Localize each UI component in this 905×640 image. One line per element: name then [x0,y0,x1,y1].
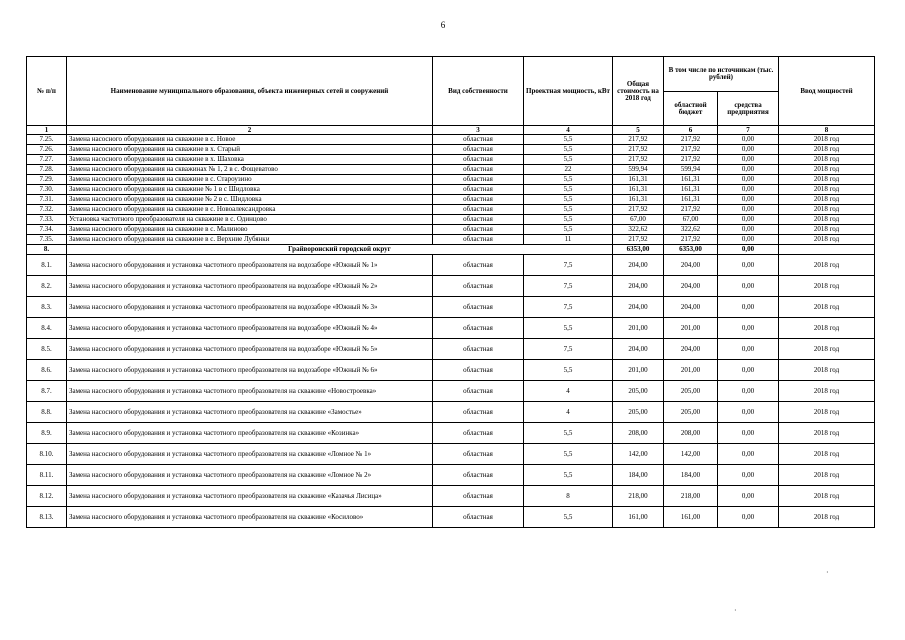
enterprise-funds-value: 0,00 [718,297,779,318]
commissioning-year: 2018 год [779,205,875,215]
table-row [27,145,875,155]
commissioning-year: 2018 год [779,135,875,145]
regional-budget-value: 161,31 [664,195,718,205]
ownership-type: областная [433,465,524,486]
page-number: 6 [440,20,446,30]
row-number: 7.29. [27,175,67,185]
object-name: Замена насосного оборудования на скважине № 1 в с Шидловка [67,185,433,195]
enterprise-funds-value: 0,00 [718,318,779,339]
row-number: 7.31. [27,195,67,205]
commissioning-year: 2018 год [779,276,875,297]
regional-budget-value: 217,92 [664,235,718,245]
ownership-type: областная [433,145,524,155]
row-number: 8.12. [27,486,67,507]
table-row [27,339,875,360]
capacity-value: 5,5 [524,155,613,165]
empty-cell [779,245,875,255]
ownership-type: областная [433,205,524,215]
object-name: Замена насосного оборудования на скважине в с. Новоалександровка [67,205,433,215]
ownership-type: областная [433,255,524,276]
row-number: 8.8. [27,402,67,423]
object-name: Замена насосного оборудования и установка частотного преобразователя на скважине «Казачья Лисица» [67,486,433,507]
total-cost-value: 6353,00 [613,245,664,255]
column-number: 1 [27,126,67,135]
commissioning-year: 2018 год [779,486,875,507]
enterprise-funds-value: 0,00 [718,360,779,381]
enterprise-funds-value: 0,00 [718,276,779,297]
regional-budget-value: 218,00 [664,486,718,507]
object-name: Замена насосного оборудования на скважине в х. Старый [67,145,433,155]
enterprise-funds-value: 0,00 [718,215,779,225]
row-number: 7.28. [27,165,67,175]
total-cost-value: 201,00 [613,318,664,339]
scan-speck: · [734,606,737,615]
regional-budget-value: 161,00 [664,507,718,528]
capacity-value: 5,5 [524,195,613,205]
enterprise-funds-value: 0,00 [718,507,779,528]
total-cost-value: 67,00 [613,215,664,225]
capacity-value: 5,5 [524,444,613,465]
total-cost-value: 161,31 [613,185,664,195]
table-row [27,255,875,276]
table-row [27,276,875,297]
regional-budget-value: 204,00 [664,255,718,276]
header-total-cost: Общая стоимость на 2018 год [613,57,664,126]
capacity-value: 7,5 [524,339,613,360]
column-number: 3 [433,126,524,135]
table-row [27,444,875,465]
table-row [27,135,875,145]
enterprise-funds-value: 0,00 [718,165,779,175]
regional-budget-value: 161,31 [664,185,718,195]
regional-budget-value: 204,00 [664,276,718,297]
regional-budget-value: 6353,00 [664,245,718,255]
row-number: 8.4. [27,318,67,339]
capacity-value: 7,5 [524,255,613,276]
total-cost-value: 205,00 [613,402,664,423]
table-row [27,423,875,444]
table-row [27,507,875,528]
ownership-type: областная [433,235,524,245]
ownership-type: областная [433,175,524,185]
column-numbers-row [27,126,875,135]
scan-speck: · [826,568,829,577]
column-number: 5 [613,126,664,135]
regional-budget-value: 201,00 [664,360,718,381]
table-row [27,297,875,318]
object-name: Замена насосного оборудования и установка частотного преобразователя на водозаборе «Южный № 3» [67,297,433,318]
column-number: 8 [779,126,875,135]
column-number: 6 [664,126,718,135]
capacity-value: 5,5 [524,175,613,185]
commissioning-year: 2018 год [779,402,875,423]
capacity-value: 5,5 [524,205,613,215]
table-row [27,165,875,175]
capacity-value: 4 [524,402,613,423]
commissioning-year: 2018 год [779,155,875,165]
total-cost-value: 204,00 [613,255,664,276]
header-num: № п/п [27,57,67,126]
enterprise-funds-value: 0,00 [718,205,779,215]
object-name: Замена насосного оборудования и установка частотного преобразователя на скважине «Косилово» [67,507,433,528]
capacity-value: 5,5 [524,360,613,381]
commissioning-year: 2018 год [779,145,875,155]
regional-budget-value: 204,00 [664,339,718,360]
header-enterprise-funds: средства предприятия [718,92,779,126]
ownership-type: областная [433,507,524,528]
object-name: Замена насосного оборудования и установка частотного преобразователя на водозаборе «Южный № 5» [67,339,433,360]
enterprise-funds-value: 0,00 [718,402,779,423]
enterprise-funds-value: 0,00 [718,444,779,465]
total-cost-value: 217,92 [613,235,664,245]
commissioning-year: 2018 год [779,175,875,185]
object-name: Установка частотного преобразователя на скважине в с. Одинцово [67,215,433,225]
capacity-value: 5,5 [524,145,613,155]
total-cost-value: 161,31 [613,195,664,205]
row-number: 8.2. [27,276,67,297]
commissioning-year: 2018 год [779,297,875,318]
ownership-type: областная [433,225,524,235]
header-commissioning: Ввод мощностей [779,57,875,126]
table-row [27,360,875,381]
enterprise-funds-value: 0,00 [718,145,779,155]
row-number: 8.10. [27,444,67,465]
commissioning-year: 2018 год [779,165,875,175]
ownership-type: областная [433,381,524,402]
regional-budget-value: 217,92 [664,135,718,145]
enterprise-funds-value: 0,00 [718,185,779,195]
total-cost-value: 217,92 [613,135,664,145]
table-row [27,175,875,185]
capacity-value: 5,5 [524,507,613,528]
ownership-type: областная [433,318,524,339]
regional-budget-value: 322,62 [664,225,718,235]
ownership-type: областная [433,402,524,423]
header-row-1 [27,57,875,92]
regional-budget-value: 217,92 [664,145,718,155]
column-number: 7 [718,126,779,135]
table-row [27,235,875,245]
ownership-type: областная [433,360,524,381]
total-cost-value: 217,92 [613,155,664,165]
capacity-value: 22 [524,165,613,175]
table-row [27,225,875,235]
table-row [27,465,875,486]
enterprise-funds-value: 0,00 [718,381,779,402]
commissioning-year: 2018 год [779,235,875,245]
object-name: Замена насосного оборудования и установка частотного преобразователя на скважине «Козинка» [67,423,433,444]
enterprise-funds-value: 0,00 [718,423,779,444]
total-cost-value: 208,00 [613,423,664,444]
ownership-type: областная [433,486,524,507]
commissioning-year: 2018 год [779,318,875,339]
total-cost-value: 184,00 [613,465,664,486]
ownership-type: областная [433,444,524,465]
table-row [27,486,875,507]
row-number: 8.11. [27,465,67,486]
enterprise-funds-value: 0,00 [718,486,779,507]
column-number: 4 [524,126,613,135]
row-number: 7.27. [27,155,67,165]
object-name: Замена насосного оборудования и установка частотного преобразователя на скважине «Новостроевка» [67,381,433,402]
object-name: Замена насосного оборудования и установка частотного преобразователя на скважине «Замостье» [67,402,433,423]
infrastructure-table [26,56,875,528]
enterprise-funds-value: 0,00 [718,155,779,165]
commissioning-year: 2018 год [779,215,875,225]
regional-budget-value: 204,00 [664,297,718,318]
capacity-value: 5,5 [524,225,613,235]
header-name: Наименование муниципального образования, объекта инженерных сетей и сооружений [67,57,433,126]
row-number: 7.35. [27,235,67,245]
table-row [27,155,875,165]
total-cost-value: 204,00 [613,339,664,360]
row-number: 7.25. [27,135,67,145]
total-cost-value: 142,00 [613,444,664,465]
regional-budget-value: 217,92 [664,155,718,165]
ownership-type: областная [433,165,524,175]
row-number: 8.9. [27,423,67,444]
regional-budget-value: 67,00 [664,215,718,225]
enterprise-funds-value: 0,00 [718,245,779,255]
row-number: 8.13. [27,507,67,528]
regional-budget-value: 201,00 [664,318,718,339]
table-row [27,381,875,402]
commissioning-year: 2018 год [779,225,875,235]
enterprise-funds-value: 0,00 [718,465,779,486]
table-row [27,205,875,215]
ownership-type: областная [433,215,524,225]
object-name: Замена насосного оборудования и установка частотного преобразователя на водозаборе «Южный № 2» [67,276,433,297]
ownership-type: областная [433,155,524,165]
row-number: 7.33. [27,215,67,225]
capacity-value: 5,5 [524,215,613,225]
total-cost-value: 217,92 [613,145,664,155]
object-name: Замена насосного оборудования на скважинах № 1, 2 в с. Фощеватово [67,165,433,175]
capacity-value: 4 [524,381,613,402]
regional-budget-value: 184,00 [664,465,718,486]
ownership-type: областная [433,195,524,205]
object-name: Замена насосного оборудования и установка частотного преобразователя на водозаборе «Южный № 4» [67,318,433,339]
capacity-value: 5,5 [524,135,613,145]
commissioning-year: 2018 год [779,339,875,360]
total-cost-value: 217,92 [613,205,664,215]
capacity-value: 5,5 [524,423,613,444]
commissioning-year: 2018 год [779,255,875,276]
capacity-value: 11 [524,235,613,245]
commissioning-year: 2018 год [779,507,875,528]
table-row [27,402,875,423]
object-name: Замена насосного оборудования и установка частотного преобразователя на скважине «Ломное № 2» [67,465,433,486]
table-row [27,318,875,339]
enterprise-funds-value: 0,00 [718,135,779,145]
object-name: Замена насосного оборудования на скважине № 2 в с. Шидловка [67,195,433,205]
table-row [27,185,875,195]
regional-budget-value: 205,00 [664,381,718,402]
district-group-row [27,245,875,255]
header-sources: В том числе по источникам (тыс. рублей) [664,57,779,92]
capacity-value: 8 [524,486,613,507]
row-number: 8.7. [27,381,67,402]
row-number: 7.32. [27,205,67,215]
district-name: Грайворонский городской округ [67,245,613,255]
row-number: 8.6. [27,360,67,381]
capacity-value: 7,5 [524,297,613,318]
regional-budget-value: 599,94 [664,165,718,175]
object-name: Замена насосного оборудования и установка частотного преобразователя на водозаборе «Южный № 1» [67,255,433,276]
commissioning-year: 2018 год [779,381,875,402]
object-name: Замена насосного оборудования и установка частотного преобразователя на водозаборе «Южный № 6» [67,360,433,381]
commissioning-year: 2018 год [779,423,875,444]
header-capacity: Проектная мощность, кВт [524,57,613,126]
object-name: Замена насосного оборудования на скважине в с. Староузино [67,175,433,185]
total-cost-value: 218,00 [613,486,664,507]
object-name: Замена насосного оборудования и установка частотного преобразователя на скважине «Ломное № 1» [67,444,433,465]
row-number: 7.30. [27,185,67,195]
total-cost-value: 204,00 [613,276,664,297]
capacity-value: 5,5 [524,185,613,195]
row-number: 7.26. [27,145,67,155]
enterprise-funds-value: 0,00 [718,235,779,245]
commissioning-year: 2018 год [779,195,875,205]
total-cost-value: 599,94 [613,165,664,175]
row-number: 8. [27,245,67,255]
ownership-type: областная [433,297,524,318]
total-cost-value: 161,31 [613,175,664,185]
ownership-type: областная [433,339,524,360]
enterprise-funds-value: 0,00 [718,255,779,276]
ownership-type: областная [433,135,524,145]
enterprise-funds-value: 0,00 [718,339,779,360]
regional-budget-value: 208,00 [664,423,718,444]
regional-budget-value: 205,00 [664,402,718,423]
object-name: Замена насосного оборудования на скважине в х. Шаховка [67,155,433,165]
capacity-value: 7,5 [524,276,613,297]
commissioning-year: 2018 год [779,185,875,195]
enterprise-funds-value: 0,00 [718,175,779,185]
total-cost-value: 161,00 [613,507,664,528]
header-ownership: Вид собственности [433,57,524,126]
commissioning-year: 2018 год [779,444,875,465]
commissioning-year: 2018 год [779,360,875,381]
regional-budget-value: 217,92 [664,205,718,215]
row-number: 8.3. [27,297,67,318]
total-cost-value: 322,62 [613,225,664,235]
capacity-value: 5,5 [524,465,613,486]
row-number: 7.34. [27,225,67,235]
object-name: Замена насосного оборудования на скважине в с. Новое [67,135,433,145]
capacity-value: 5,5 [524,318,613,339]
commissioning-year: 2018 год [779,465,875,486]
table-row [27,215,875,225]
column-number: 2 [67,126,433,135]
row-number: 8.5. [27,339,67,360]
regional-budget-value: 142,00 [664,444,718,465]
object-name: Замена насосного оборудования на скважине в с. Верхние Лубянки [67,235,433,245]
regional-budget-value: 161,31 [664,175,718,185]
ownership-type: областная [433,423,524,444]
header-regional-budget: областной бюджет [664,92,718,126]
total-cost-value: 201,00 [613,360,664,381]
object-name: Замена насосного оборудования на скважине в с. Малиново [67,225,433,235]
enterprise-funds-value: 0,00 [718,225,779,235]
total-cost-value: 204,00 [613,297,664,318]
enterprise-funds-value: 0,00 [718,195,779,205]
ownership-type: областная [433,185,524,195]
row-number: 8.1. [27,255,67,276]
table-row [27,195,875,205]
total-cost-value: 205,00 [613,381,664,402]
ownership-type: областная [433,276,524,297]
